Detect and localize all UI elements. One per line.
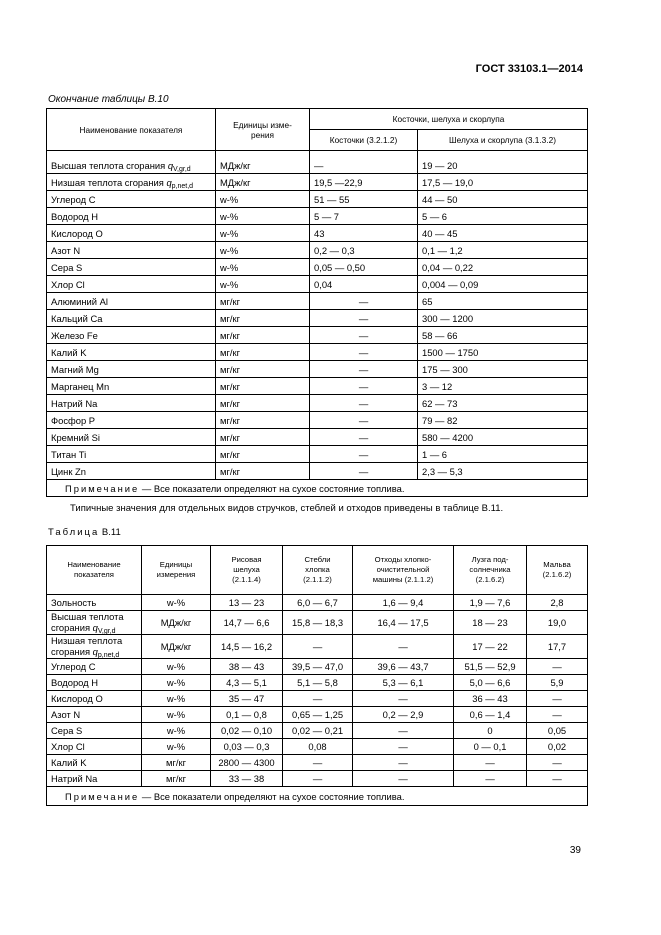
cell-unit: мг/кг	[142, 755, 211, 771]
table-row	[47, 395, 588, 412]
cell-unit: мг/кг	[216, 378, 310, 395]
row-name: Кальций Ca	[47, 310, 216, 327]
table-row	[47, 225, 588, 242]
cell-v1: —	[310, 412, 418, 429]
cell-rice: 2800 — 4300	[211, 755, 283, 771]
cell-unit: мг/кг	[216, 293, 310, 310]
cell-unit: w-%	[216, 191, 310, 208]
row-name: Низшая теплота сгорания $q_{p,net,d}$	[47, 174, 216, 191]
table-row	[47, 361, 588, 378]
cell-v1: 0,05 — 0,50	[310, 259, 418, 276]
cell-unit: МДж/кг	[216, 157, 310, 174]
table-continuation-caption: Окончание таблицы В.10	[48, 94, 169, 105]
table-row	[47, 344, 588, 361]
row-name: Кислород O	[47, 691, 142, 707]
cell-unit: w-%	[142, 723, 211, 739]
cell-waste: —	[353, 691, 454, 707]
header-units: Единицы изме- рения	[216, 109, 310, 151]
cell-waste: —	[353, 771, 454, 787]
row-name: Магний Mg	[47, 361, 216, 378]
cell-v1: 5 — 7	[310, 208, 418, 225]
cell-mallow: 0,02	[527, 739, 588, 755]
table-row	[47, 635, 588, 659]
cell-rice: 13 — 23	[211, 595, 283, 611]
row-name: Цинк Zn	[47, 463, 216, 480]
cell-sunflower: 17 — 22	[454, 635, 527, 659]
table-row	[47, 611, 588, 635]
cell-v1: —	[310, 463, 418, 480]
cell-waste: 5,3 — 6,1	[353, 675, 454, 691]
header-pits: Косточки (3.2.1.2)	[310, 130, 418, 151]
cell-waste: —	[353, 635, 454, 659]
row-name: Хлор Cl	[47, 739, 142, 755]
cell-mallow: 2,8	[527, 595, 588, 611]
cell-mallow: 0,05	[527, 723, 588, 739]
row-name: Хлор Cl	[47, 276, 216, 293]
cell-v2: 1 — 6	[418, 446, 588, 463]
cell-cotton: 0,65 — 1,25	[283, 707, 353, 723]
cell-v2: 58 — 66	[418, 327, 588, 344]
cell-v1: 19,5 —22,9	[310, 174, 418, 191]
row-name: Углерод C	[47, 659, 142, 675]
cell-v1: 43	[310, 225, 418, 242]
table-row	[47, 208, 588, 225]
page-number: 39	[569, 845, 581, 856]
cell-unit: МДж/кг	[216, 174, 310, 191]
row-name: Азот N	[47, 707, 142, 723]
row-name: Фосфор P	[47, 412, 216, 429]
row-name: Сера S	[47, 723, 142, 739]
cell-v2: 580 — 4200	[418, 429, 588, 446]
cell-mallow: 5,9	[527, 675, 588, 691]
table-row	[47, 293, 588, 310]
row-name: Высшая теплота сгорания $q_{V,gr,d}$	[47, 157, 216, 174]
cell-v2: 17,5 — 19,0	[418, 174, 588, 191]
cell-unit: мг/кг	[216, 310, 310, 327]
column-header: Мальва (2.1.6.2)	[527, 546, 588, 595]
cell-unit: w-%	[142, 595, 211, 611]
cell-unit: мг/кг	[216, 327, 310, 344]
table-row	[47, 174, 588, 191]
cell-rice: 14,7 — 6,6	[211, 611, 283, 635]
cell-cotton: 39,5 — 47,0	[283, 659, 353, 675]
cell-unit: w-%	[142, 691, 211, 707]
cell-cotton: 5,1 — 5,8	[283, 675, 353, 691]
cell-v2: 300 — 1200	[418, 310, 588, 327]
cell-v1: 0,04	[310, 276, 418, 293]
cell-rice: 0,02 — 0,10	[211, 723, 283, 739]
row-name: Натрий Na	[47, 771, 142, 787]
cell-v1: —	[310, 429, 418, 446]
note-row	[47, 480, 588, 497]
row-name: Кремний Si	[47, 429, 216, 446]
cell-sunflower: 36 — 43	[454, 691, 527, 707]
column-header: Стебли хлопка (2.1.1.2)	[283, 546, 353, 595]
table-row	[47, 378, 588, 395]
cell-cotton: 0,08	[283, 739, 353, 755]
cell-v2: 0,004 — 0,09	[418, 276, 588, 293]
cell-v2: 175 — 300	[418, 361, 588, 378]
cell-cotton: —	[283, 771, 353, 787]
row-name: Зольность	[47, 595, 142, 611]
cell-v2: 5 — 6	[418, 208, 588, 225]
cell-waste: 16,4 — 17,5	[353, 611, 454, 635]
row-name: Марганец Mn	[47, 378, 216, 395]
table-note: Примечание — Все показатели определяют на сухое состояние топлива.	[47, 787, 588, 806]
cell-unit: мг/кг	[216, 429, 310, 446]
column-header: Рисовая шелуха (2.1.1.4)	[211, 546, 283, 595]
row-name: Азот N	[47, 242, 216, 259]
cell-waste: —	[353, 755, 454, 771]
cell-rice: 4,3 — 5,1	[211, 675, 283, 691]
cell-mallow: —	[527, 771, 588, 787]
cell-mallow: —	[527, 707, 588, 723]
cell-mallow: —	[527, 755, 588, 771]
cell-unit: мг/кг	[216, 344, 310, 361]
table-b11	[46, 545, 588, 806]
row-name: Сера S	[47, 259, 216, 276]
table-row	[47, 595, 588, 611]
cell-unit: w-%	[142, 659, 211, 675]
cell-v1: —	[310, 293, 418, 310]
cell-v2: 44 — 50	[418, 191, 588, 208]
table-row	[47, 191, 588, 208]
column-header: Лузга под- солнечника (2.1.6.2)	[454, 546, 527, 595]
table-row	[47, 157, 588, 174]
cell-cotton: 0,02 — 0,21	[283, 723, 353, 739]
cell-v1: —	[310, 361, 418, 378]
cell-unit: w-%	[216, 225, 310, 242]
cell-v2: 19 — 20	[418, 157, 588, 174]
table-b11-title: Таблица В.11	[48, 527, 121, 538]
cell-rice: 33 — 38	[211, 771, 283, 787]
cell-v2: 40 — 45	[418, 225, 588, 242]
cell-v2: 62 — 73	[418, 395, 588, 412]
cell-sunflower: 51,5 — 52,9	[454, 659, 527, 675]
table-row	[47, 412, 588, 429]
table-row	[47, 327, 588, 344]
row-name: Титан Ti	[47, 446, 216, 463]
table-row	[47, 463, 588, 480]
table-row	[47, 259, 588, 276]
cell-v2: 2,3 — 5,3	[418, 463, 588, 480]
cell-v1: —	[310, 378, 418, 395]
cell-v1: 51 — 55	[310, 191, 418, 208]
table-b10	[46, 108, 588, 497]
table-row	[47, 446, 588, 463]
cell-unit: мг/кг	[216, 361, 310, 378]
cell-unit: w-%	[216, 208, 310, 225]
cell-sunflower: —	[454, 755, 527, 771]
cell-unit: w-%	[216, 276, 310, 293]
header-name: Наименование показателя	[47, 109, 216, 151]
cell-rice: 0,03 — 0,3	[211, 739, 283, 755]
row-name: Углерод C	[47, 191, 216, 208]
table-row	[47, 771, 588, 787]
column-header: Отходы хлопко- очистительной машины (2.1.1.2)	[353, 546, 454, 595]
cell-unit: w-%	[216, 242, 310, 259]
cell-unit: мг/кг	[216, 446, 310, 463]
cell-waste: 1,6 — 9,4	[353, 595, 454, 611]
table-row	[47, 242, 588, 259]
cell-sunflower: 0,6 — 1,4	[454, 707, 527, 723]
row-name: Железо Fe	[47, 327, 216, 344]
note-row	[47, 787, 588, 806]
row-name: Водород H	[47, 675, 142, 691]
cell-unit: МДж/кг	[142, 611, 211, 635]
cell-v2: 1500 — 1750	[418, 344, 588, 361]
cell-waste: —	[353, 739, 454, 755]
cell-v2: 0,04 — 0,22	[418, 259, 588, 276]
column-header: Наименование показателя	[47, 546, 142, 595]
cell-unit: мг/кг	[216, 395, 310, 412]
cell-cotton: 6,0 — 6,7	[283, 595, 353, 611]
table-row	[47, 276, 588, 293]
cell-mallow: —	[527, 691, 588, 707]
cell-mallow: 17,7	[527, 635, 588, 659]
row-name: Калий K	[47, 344, 216, 361]
cell-v1: —	[310, 310, 418, 327]
row-name: Высшая теплота сгорания $q_{V,gr,d}$	[47, 611, 142, 635]
row-name: Алюминий Al	[47, 293, 216, 310]
cell-waste: —	[353, 723, 454, 739]
table-note: Примечание — Все показатели определяют на сухое состояние топлива.	[47, 480, 588, 497]
row-name: Натрий Na	[47, 395, 216, 412]
row-name: Водород H	[47, 208, 216, 225]
cell-unit: w-%	[142, 739, 211, 755]
cell-v1: —	[310, 157, 418, 174]
cell-v1: —	[310, 344, 418, 361]
cell-rice: 0,1 — 0,8	[211, 707, 283, 723]
cell-v2: 65	[418, 293, 588, 310]
table-row	[47, 429, 588, 446]
cell-mallow: —	[527, 659, 588, 675]
header-group: Косточки, шелуха и скорлупа	[310, 109, 588, 130]
cell-unit: мг/кг	[142, 771, 211, 787]
table-row	[47, 707, 588, 723]
cell-unit: w-%	[142, 707, 211, 723]
cell-unit: w-%	[216, 259, 310, 276]
cell-v1: —	[310, 395, 418, 412]
cell-v1: —	[310, 446, 418, 463]
table-row	[47, 755, 588, 771]
cell-sunflower: 0	[454, 723, 527, 739]
cell-unit: мг/кг	[216, 463, 310, 480]
table-row	[47, 739, 588, 755]
row-name: Калий K	[47, 755, 142, 771]
table-row	[47, 723, 588, 739]
cell-cotton: —	[283, 691, 353, 707]
column-header: Единицы измерения	[142, 546, 211, 595]
cell-v2: 0,1 — 1,2	[418, 242, 588, 259]
standard-header: ГОСТ 33103.1—2014	[475, 63, 583, 75]
table-row	[47, 659, 588, 675]
cell-sunflower: 5,0 — 6,6	[454, 675, 527, 691]
row-name: Низшая теплота сгорания $q_{p,net,d}$	[47, 635, 142, 659]
cell-rice: 14,5 — 16,2	[211, 635, 283, 659]
cell-v2: 3 — 12	[418, 378, 588, 395]
cell-mallow: 19,0	[527, 611, 588, 635]
cell-sunflower: 18 — 23	[454, 611, 527, 635]
header-husks: Шелуха и скорлупа (3.1.3.2)	[418, 130, 588, 151]
cell-unit: МДж/кг	[142, 635, 211, 659]
cell-cotton: —	[283, 635, 353, 659]
cell-rice: 35 — 47	[211, 691, 283, 707]
cell-unit: мг/кг	[216, 412, 310, 429]
cell-sunflower: 1,9 — 7,6	[454, 595, 527, 611]
row-name: Кислород O	[47, 225, 216, 242]
table-row	[47, 310, 588, 327]
cell-v2: 79 — 82	[418, 412, 588, 429]
intro-paragraph: Типичные значения для отдельных видов стручков, стеблей и отходов приведены в таблице В.11.	[70, 503, 504, 514]
cell-waste: 39,6 — 43,7	[353, 659, 454, 675]
table-row	[47, 675, 588, 691]
table-row	[47, 691, 588, 707]
cell-cotton: 15,8 — 18,3	[283, 611, 353, 635]
cell-rice: 38 — 43	[211, 659, 283, 675]
cell-v1: 0,2 — 0,3	[310, 242, 418, 259]
cell-waste: 0,2 — 2,9	[353, 707, 454, 723]
cell-sunflower: 0 — 0,1	[454, 739, 527, 755]
cell-sunflower: —	[454, 771, 527, 787]
cell-cotton: —	[283, 755, 353, 771]
cell-v1: —	[310, 327, 418, 344]
cell-unit: w-%	[142, 675, 211, 691]
